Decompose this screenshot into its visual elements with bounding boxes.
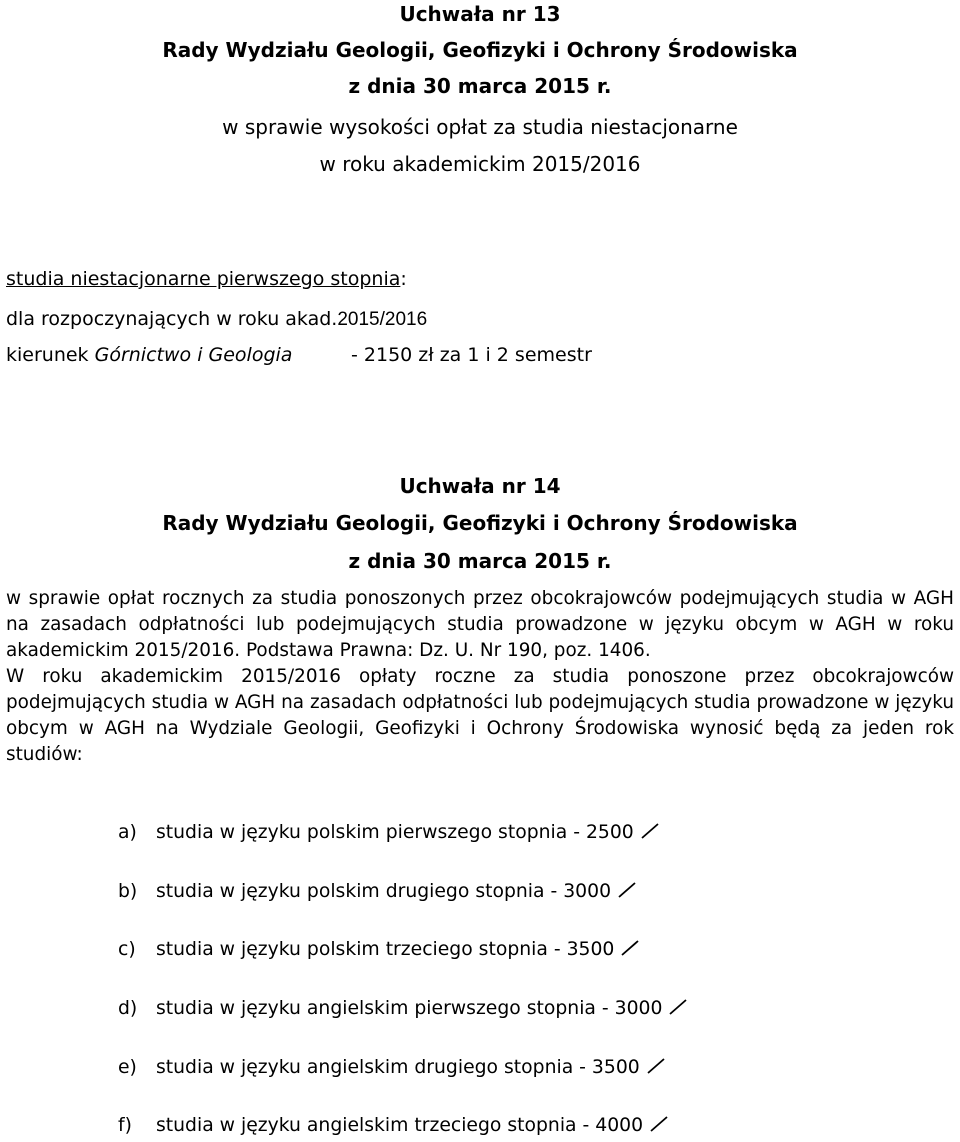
euro-sign-icon xyxy=(618,939,642,957)
field-line xyxy=(6,344,292,366)
fee-text: studia w języku angielskim pierwszego stopnia - 3000 xyxy=(156,998,663,1019)
fee-text: studia w języku polskim trzeciego stopnia - 3500 xyxy=(156,939,615,960)
section-heading-text: studia niestacjonarne pierwszego stopnia xyxy=(6,268,401,290)
resolution-14-date: z dnia 30 marca 2015 r. xyxy=(348,549,612,573)
fee-item xyxy=(118,881,639,902)
section-heading-colon: : xyxy=(400,268,407,290)
resolution-13-subject-line2: w roku akademickim 2015/2016 xyxy=(319,152,641,176)
fee-letter: f) xyxy=(118,1115,132,1136)
fee-text: studia w języku angielskim trzeciego stopnia - 4000 xyxy=(156,1115,644,1136)
section-heading xyxy=(6,268,407,290)
resolution-14-title: Uchwała nr 14 xyxy=(399,474,561,498)
fee-letter: c) xyxy=(118,939,136,960)
fee-letter: b) xyxy=(118,881,138,902)
field-name: Górnictwo i Geologia xyxy=(94,344,293,366)
fee-letter: d) xyxy=(118,998,138,1019)
euro-sign-icon xyxy=(647,1115,671,1133)
resolution-13-date: z dnia 30 marca 2015 r. xyxy=(348,74,612,98)
starting-year-line xyxy=(6,308,427,331)
euro-sign-icon xyxy=(615,881,639,899)
field-prefix: kierunek xyxy=(6,344,95,366)
fee-letter: e) xyxy=(118,1057,137,1078)
resolution-13-subject-line1: w sprawie wysokości opłat za studia niestacjonarne xyxy=(222,115,738,139)
fee-item xyxy=(118,1057,668,1078)
euro-sign-icon xyxy=(666,998,690,1016)
starting-year-value: 2015/2016 xyxy=(337,309,428,330)
resolution-13-council: Rady Wydziału Geologii, Geofizyki i Ochrony Środowiska xyxy=(162,38,798,62)
euro-sign-icon xyxy=(638,822,662,840)
fee-item xyxy=(118,822,662,843)
fee-text: studia w języku polskim drugiego stopnia - 3000 xyxy=(156,881,612,902)
resolution-14-subject: w sprawie opłat rocznych za studia ponoszonych przez obcokrajowców podejmujących studia w AGH na zasadach odpłatności lub podejmujących studia prowadzone w języku obcym w AGH w roku akademickim 2015/2016. Podstawa Prawna: Dz. U. Nr 190, poz. 1406. xyxy=(6,588,954,661)
fee-letter: a) xyxy=(118,822,137,843)
euro-sign-icon xyxy=(644,1057,668,1075)
resolution-13-title: Uchwała nr 13 xyxy=(399,2,561,26)
fee-item xyxy=(118,998,690,1019)
resolution-14-body: W roku akademickim 2015/2016 opłaty roczne za studia ponoszone przez obcokrajowców podejmujących studia w AGH na zasadach odpłatności lub podejmujących studia prowadzone w języku obcym w AGH na Wydziale Geologii, Geofizyki i Ochrony Środowiska wynosić będą za jeden rok studiów: xyxy=(6,666,954,765)
fee-text: studia w języku polskim pierwszego stopnia - 2500 xyxy=(156,822,634,843)
fee-text: studia w języku angielskim drugiego stopnia - 3500 xyxy=(156,1057,640,1078)
field-fee: - 2150 zł za 1 i 2 semestr xyxy=(351,344,592,366)
resolution-14-council: Rady Wydziału Geologii, Geofizyki i Ochrony Środowiska xyxy=(162,511,798,535)
starting-year-prefix: dla rozpoczynających w roku akad. xyxy=(6,308,338,330)
fee-item xyxy=(118,939,642,960)
fee-item xyxy=(118,1115,671,1136)
